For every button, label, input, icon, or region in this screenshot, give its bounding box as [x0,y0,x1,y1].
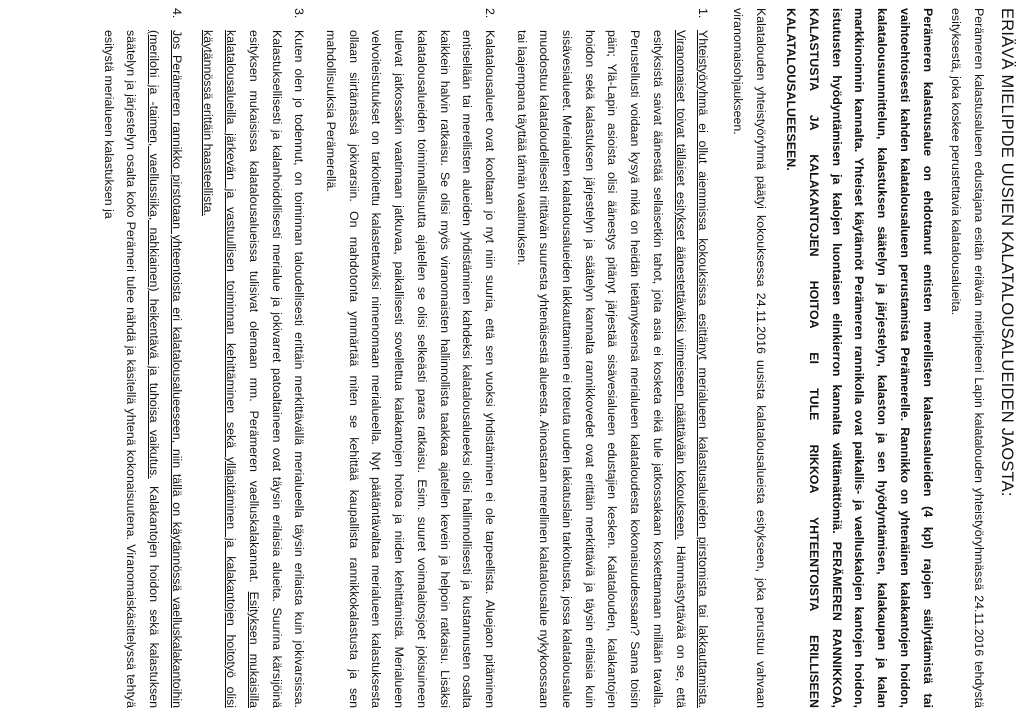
body-text: Kuten olen jo todennut, on toiminnan taloudellisesti erittäin merkittävällä merialueella täysin erilaista kuin jokivarsissa. Kalastuksellisesti ja kalanhoidollisesti merialue ja jokivarret patoaltaineen ovat täysin erilaisia alueita. Suurina kärsijöinä esityksen mukaisissa kalatalousalueissa tulisivat olemaan mm. Perämeren vaelluskalakannat. [246,30,307,708]
item-number: 2. [482,8,497,19]
body-text: Hämmästyttävää on se, että esityksistä saivat äänestää sellaisetkin tahot, joita asia ei kosketa eikä tule jatkossakaan koskettamaan millään tavalla. Perustellusti voidaan kysyä mikä on heidän tietämyksensä merialueen kalataloudesta kokonaisuudessaan? Sama toisin päin; Ylä-Lapin asioista olisi äänestys pitänyt järjestää sisävesialueen edustajien kesken. Kalatalouden, kalakantojen hoidon sekä kalastuksen järjestelyn ja säätelyn kannalta rannikkovedet ovat erittäin merkittäviä ja täysin erilaisia kuin sisävesialueet. Merialueen kalatalousalueiden lakkauttaminen ei toteuta uuden lakiatuslain tarkoitusta, jossa kalatalousalue muodostuu kalataloudellisesti riittävän suuresta yhtenäisestä alueesta. Ainoastaan merellinen kalatalousalue nykykoossaan tai laajempana täyttää tämän vaatimuksen. [514,30,688,708]
list-item [510,8,714,708]
document-title: ERIÄVÄ MIELIPIDE UUSIEN KALATALOUSALUEIDEN JAOSTA: [998,8,1016,497]
list-item [97,8,188,708]
list-item [319,8,501,708]
item-number: 3. [292,8,307,19]
body-text: Kalakantojen hoidon sekä kalastuksen säätelyn ja järjestelyn osalta koko Perämeri tulee nähdä ja käsitellä yhtenä kokonaisuutena. Viranomaiskäsittelyssä tehtyä esitystä merialueen kalastuksen ja [101,30,162,708]
item-text [97,30,188,708]
body-text: Kalatalousalueet ovat kooltaan jo nyt niin suuria, että sen vuoksi yhdistäminen ei ole tarpeellista. Aluejaon pitäminen entisellään tai merellisten alueiden yhdistäminen kahdeksi kalatalousalueeksi olisi hallinnollisesti ja kustannusten osalta kaikkein halvin ratkaisu. Se olisi myös viranomaisten hallinnollista taakkaa ajatellen kevein ja helpoin ratkaisu. Lisäksi kalatalousalueiden toiminnallisuutta ajatellen se olisi selkeästi paras ratkaisu. Esim. suuret voimalaitosjoet jokisuineen tulevat jatkossakin vaatimaan jatkuvaa, paikallisesti sovellettua kalakantojen hoitoa ja niiden kehittämistä. Merialueen velvoiteistutukset on tarkoitettu kalastettaviksi nimenomaan merialueella. Nyt päätäntävaltaa merialueen kalastuksesta ollaan siirtämässä jokivarsiin. On mahdotonta ymmärtää miten se kehittää kaupallista rannikkokalastusta ja sen mahdollisuuksia Perämerellä. [324,30,497,708]
intro-paragraph: Perämeren kalastusalueen edustajana esitän eriävän mielipiteeni Lapin kalatalouden yhteistyöryhmässä 24.11.2016 tehdystä esityksestä, joka koskee perustettavia kalatalousalueita. [949,8,986,708]
underlined-text: Yhteistyöryhmä ei ollut aiemmissa kokouksissa esittänyt merialueen kalastusalueiden pirstomista tai lakkauttamista. Viranomaiset toivat tällaiset esitykset äänestettäväksi viimeiseen päättävään kokoukseen. [673,30,711,708]
item-text [319,30,501,708]
summary-paragraph: Kalatalouden yhteistyöryhmä päätyi kokouksessa 24.11.2016 uusista kalatalousalueista esitykseen, joka perustuu vahvaan viranomaisohjaukseen. [730,8,768,708]
item-text [510,30,714,708]
underlined-text: Jos Perämeren rannikko pirstotaan yhteentoista eri kalatalousalueeseen, niin tällä on käytännössä vaelluskalakantoihin (merilohi ja -taimen, vaellussiika, nahkiainen) heikentävä ja tuhoisa vaikutus. [147,30,184,708]
item-text [197,30,311,708]
underlined-text-after: Esityksen mukaisilla kalatalousalueilla järkevän ja vastuullisen toiminnan kehittäminen sekä ylläpitäminen ja kalakantojen hoitotyö olisi käytännössä erittäin haasteellista. [201,30,261,708]
argument-list [97,8,714,708]
item-number: 1. [696,8,711,19]
item-number: 4. [169,8,184,19]
list-item [197,8,311,708]
proposal-paragraph: Perämeren kalastusalue on ehdottanut entisten merellisten kalastusalueiden (4 kpl) rajojen säilyttämistä tai vaihtoehtoisesti kahden kalatalousalueen perustamista Perämerelle. Rannikko on yhtenäinen kalakantojen hoidon, kalatalousuunnittelun, kalastuksen säätelyn ja järjestelyn, kalaston ja sen hyödyntämisen, kalakaupan ja kalan markkinoinnin kannalta. Yhteiset käytännöt Perämeren rannikolla ovat paikallis- ja vaelluskalojen kantojen hoidon, istutusten hyödyntämisen ja kalojen luontaisen elinkierron kannalta välttämättömiä. PERÄMEREN RANNIKKOA, KALASTUSTA JA KALAKANTOJEN HOITOA EI TULE RIKKOA YHTEENTOISTA ERILLISEEN KALATALOUSALUEESEEN. [784,8,935,708]
